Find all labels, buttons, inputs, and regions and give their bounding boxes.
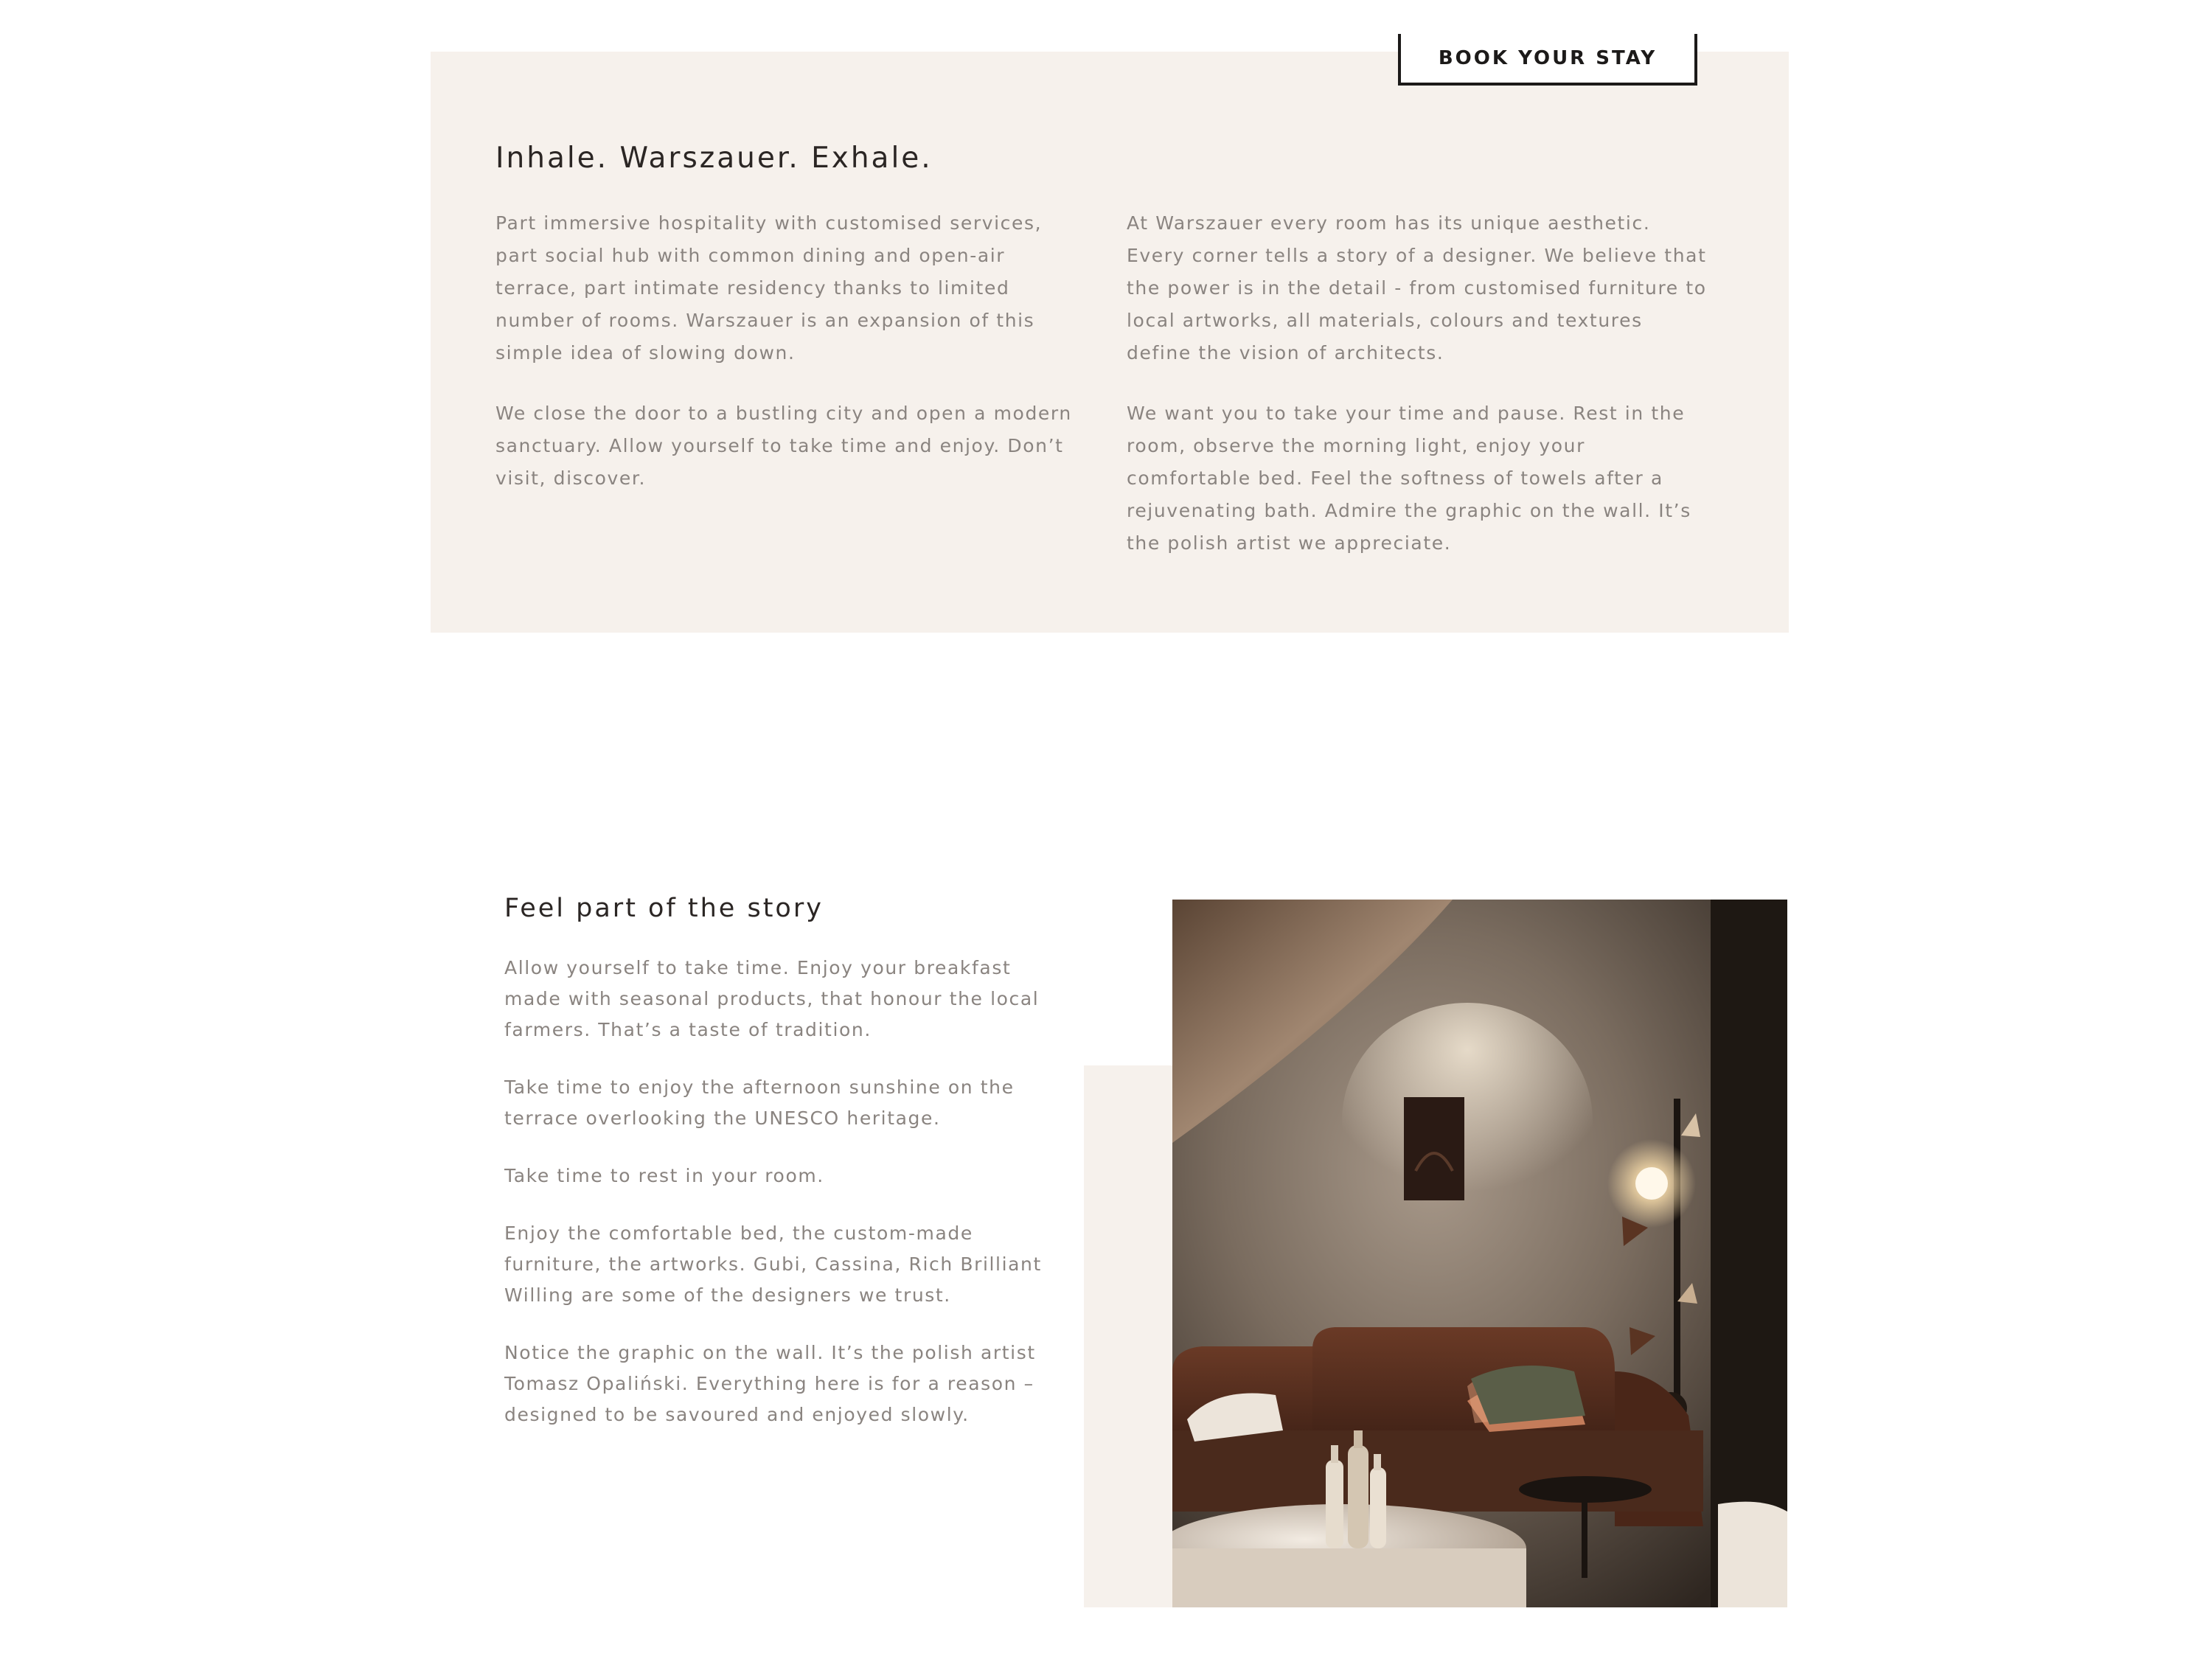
story-text xyxy=(504,953,1065,1457)
story-title: Feel part of the story xyxy=(504,894,824,923)
book-your-stay-button[interactable]: BOOK YOUR STAY xyxy=(1398,34,1697,86)
intro-paragraph: We want you to take your time and pause. Rest in the room, observe the morning light, enjoy your comfortable bed. Feel the softness of towels after a rejuvenating bath. Admire the graphic on the wall. It’s the polish artist we appreciate. xyxy=(1127,403,1691,554)
intro-paragraph: We close the door to a bustling city and open a modern sanctuary. Allow yourself to take time and enjoy. Don’t visit, discover. xyxy=(495,403,1072,489)
story-paragraph: Enjoy the comfortable bed, the custom-made furniture, the artworks. Gubi, Cassina, Rich Brilliant Willing are some of the designers we trust. xyxy=(504,1222,1042,1306)
story-paragraph: Allow yourself to take time. Enjoy your breakfast made with seasonal products, that honour the local farmers. That’s a taste of tradition. xyxy=(504,957,1040,1040)
intro-left-column xyxy=(495,207,1078,523)
story-paragraph: Take time to rest in your room. xyxy=(504,1165,824,1186)
story-paragraph: Take time to enjoy the afternoon sunshine on the terrace overlooking the UNESCO heritage. xyxy=(504,1077,1015,1129)
intro-title: Inhale. Warszauer. Exhale. xyxy=(495,142,933,175)
story-paragraph: Notice the graphic on the wall. It’s the polish artist Tomasz Opaliński. Everything here is for a reason – designed to be savoured and enjoyed slowly. xyxy=(504,1342,1036,1425)
lounge-room-photo xyxy=(1172,900,1787,1607)
intro-paragraph: Part immersive hospitality with customised services, part social hub with common dining and open-air terrace, part intimate residency thanks to limited number of rooms. Warszauer is an expansion of this simple idea of slowing down. xyxy=(495,212,1043,364)
intro-right-column xyxy=(1127,207,1709,588)
intro-paragraph: At Warszauer every room has its unique aesthetic. Every corner tells a story of a designer. We believe that the power is in the detail - from customised furniture to local artworks, all materials, colours and textures define the vision of architects. xyxy=(1127,212,1707,364)
